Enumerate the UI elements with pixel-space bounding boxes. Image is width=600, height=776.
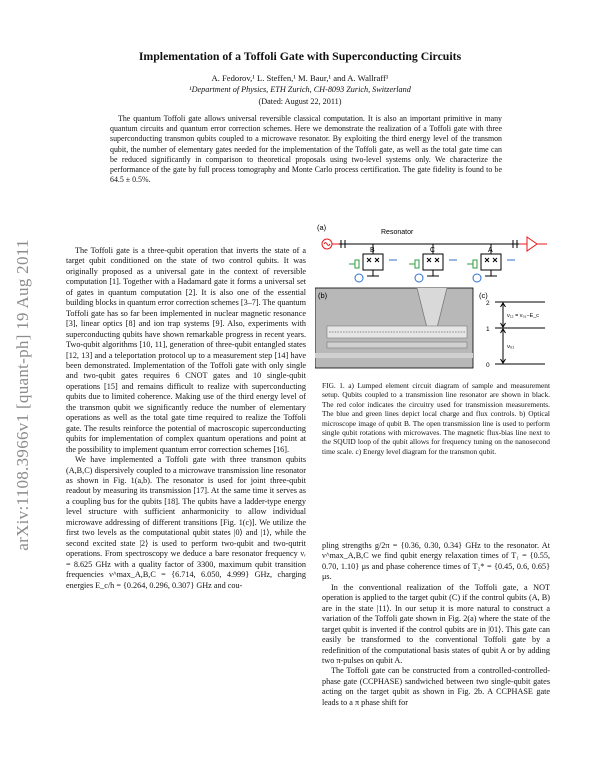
level-1-label: 1 xyxy=(486,326,490,333)
panel-a-label: (a) xyxy=(317,223,327,232)
readout-amplifier xyxy=(519,237,547,251)
author-list: A. Fedorov,¹ L. Steffen,¹ M. Baur,¹ and A. Wallraff¹ xyxy=(211,73,389,83)
panel-b-label: (b) xyxy=(318,291,328,300)
ccphase-paragraph: The Toffoli gate can be constructed from a controlled-controlled-phase gate (CCPHASE) sandwiched between two single-qubit gates acting on the target qubit as shown in Fig. 2b. A CCPHASE gate leads to a π phase shift for xyxy=(322,666,550,707)
left-column xyxy=(66,246,306,591)
toffoli-realization-paragraph: In the conventional realization of the Toffoli gate, a NOT operation is applied to the target qubit (C) if the control qubits (A, B) are in the state |11⟩. In our setup it is more natural to construct a variation of the Toffoli gate shown in Fig. 2(a) where the state of the target qubit is inverted if the control qubits are in |01⟩. This gate can easily be transformed to the conventional Toffoli gate by a redefinition of the computational basis states of qubit A or by adding two π-pulses on qubit A. xyxy=(322,582,550,665)
figure-1 xyxy=(315,220,551,370)
coherence-paragraph: pling strengths g/2π = {0.36, 0.30, 0.34} GHz to the resonator. At ν^max_A,B,C we find qubit energy relaxation times of T₁ = {0.55, 0.70, 1.10} μs and phase coherence times of T₂* = {0.45, 0.6, 0.65} μs. xyxy=(322,541,550,582)
panel-c-label: (c) xyxy=(479,291,488,300)
microscope-image xyxy=(315,288,473,368)
qubit-c-label: C xyxy=(430,247,436,254)
abstract: The quantum Toffoli gate allows universal reversible classical computation. It is also an important primitive in many quantum circuits and quantum error correction schemes. Here we demonstrate the realization of a Toffoli gate with three superconducting transmon qubits coupled to a microwave resonator. By exploiting the third energy level of the transmon qubit, the number of elementary gates needed for the implementation of the Toffoli gate, as well as the total gate time can be reduced significantly in comparison to theoretical proposals using two-level systems only. We characterize the performance of the gate by full process tomography and Monte Carlo process certification. The gate fidelity is found to be 64.5 ± 0.5%. xyxy=(110,114,502,185)
nu12-label: ν₁₂ = ν₀₁−E_c xyxy=(507,313,539,319)
date-line: (Dated: August 22, 2011) xyxy=(258,97,342,106)
figure-1-caption: FIG. 1. a) Lumped element circuit diagram of sample and measurement setup. Qubits coupled to a transmission line resonator are shown in black. The red color indicates the circuitry used for transmission measurements. The blue and green lines depict local charge and flux controls. b) Optical microscope image of qubit B. The open transmission line is used to perform single qubit rotations with microwaves. The magnetic flux-bias line next to the SQUID loop of the qubit allows for frequency tuning on the nanosecond time scale. c) Energy level diagram for the transmon qubit. xyxy=(322,381,550,456)
right-column xyxy=(322,541,550,708)
qubit-a-label: A xyxy=(488,247,493,254)
arxiv-identifier xyxy=(8,205,38,585)
resonator-label: Resonator xyxy=(381,229,414,236)
intro-paragraph: The Toffoli gate is a three-qubit operation that inverts the state of a target qubit conditioned on the state of two control qubits. It was originally proposed as a universal gate in the context of reversible computation [1]. Together with a Hadamard gate it forms a universal set of gates in quantum computation [2]. It is also one of the essential building blocks in quantum error correction schemes [3–7]. The quantum Toffoli gate has so far been implemented in nuclear magnetic resonance [3], linear optics [8] and ion trap systems [9]. Also, experiments with superconducting qubits have shown remarkable progress in recent years. Two-qubit algorithms [10, 11], generation of three-qubit entangled states [12, 13] and a teleportation protocol up to a measurement step [14] have been demonstrated. Implementation of the Toffoli gate with only single and two-qubit gates requires 6 CNOT gates and 10 single-qubit operations [15] and remains difficult to realize with superconducting qubits due to limited coherence. Making use of the third energy level of the transmon qubit we significantly reduce the number of elementary operations as well as the total gate time required to realize the Toffoli gate. The results reinforce the potential of macroscopic superconducting qubits for implementation of complex quantum operations and point at the possibility to implement quantum error correction schemes [16]. xyxy=(66,246,306,454)
affiliation: ¹Department of Physics, ETH Zurich, CH-8093 Zurich, Switzerland xyxy=(189,85,411,94)
qubit-b-label: B xyxy=(370,247,375,254)
level-0-label: 0 xyxy=(486,362,490,369)
setup-paragraph: We have implemented a Toffoli gate with three transmon qubits (A,B,C) dispersively coupled to a microwave transmission line resonator as shown in Fig. 1(a,b). The resonator is used for joint three-qubit readout by measuring its transmission [17]. At the same time it serves as a coupling bus for the qubits [18]. The qubits have a ladder-type energy level structure with sufficient anharmonicity to allow individual microwave addressing of different transitions [Fig. 1(c)]. We utilize the first two levels as the computational qubit states |0⟩ and |1⟩, while the second excited state |2⟩ is used to perform two-qubit and two-qutrit operations. From spectroscopy we deduce a bare resonator frequency νᵣ = 8.625 GHz with a quality factor of 3300, maximum qubit transition frequencies ν^max_A,B,C = {6.714, 6.050, 4.999} GHz, charging energies E_c/h = {0.264, 0.296, 0.307} GHz and cou- xyxy=(66,455,306,590)
readout-input xyxy=(322,239,339,249)
energy-level-diagram xyxy=(495,302,545,364)
nu01-label: ν₀₁ xyxy=(507,344,515,350)
paper-title: Implementation of a Toffoli Gate with Superconducting Circuits xyxy=(138,49,462,63)
level-2-label: 2 xyxy=(486,300,490,307)
arxiv-identifier-text: arXiv:1108.3966v1 [quant-ph] 19 Aug 2011 xyxy=(13,239,32,551)
